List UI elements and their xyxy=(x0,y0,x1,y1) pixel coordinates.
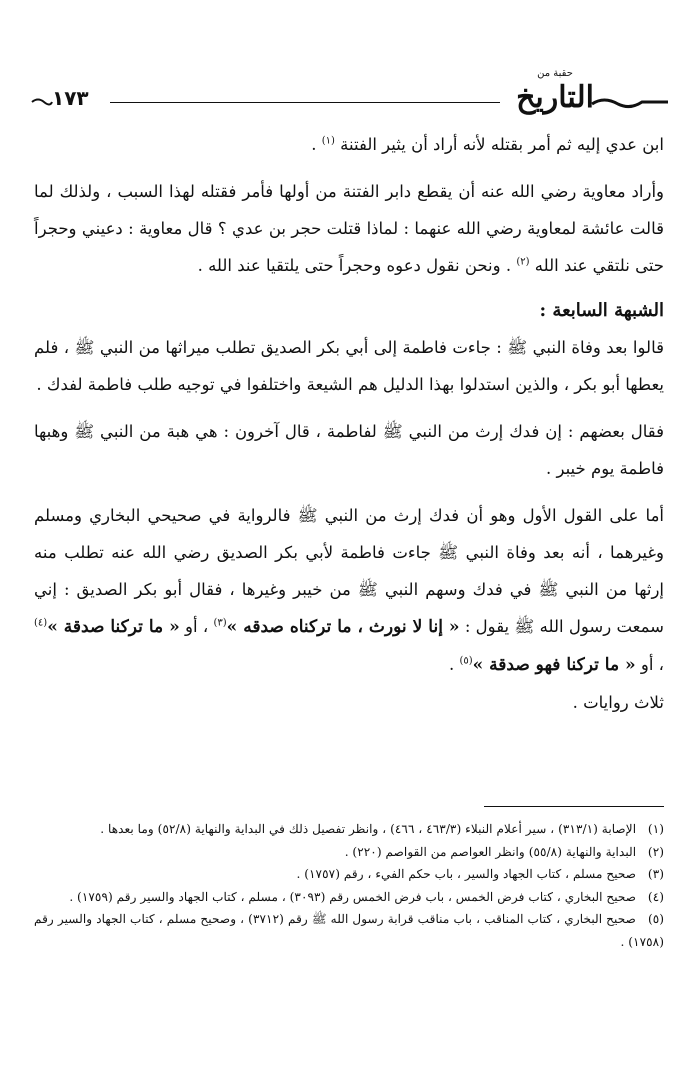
paragraph: قالوا بعد وفاة النبي ﷺ : جاءت فاطمة إلى أبي بكر الصديق تطلب ميراثها من النبي ﷺ ، فلم يعطها أبو بكر ، والذين استدلوا بهذا الدليل هم الشيعة واختلفوا في توجيه طلب فاطمة لفدك . xyxy=(34,338,664,394)
footnote-number: (١) xyxy=(647,822,664,836)
footnote-ref: (٢) xyxy=(516,256,530,268)
footnote-number: (٢) xyxy=(647,844,664,859)
footnote-number: (٥) xyxy=(647,912,665,926)
book-title: التاريخ xyxy=(516,80,594,115)
footnote xyxy=(34,886,664,909)
paragraph: فقال بعضهم : إن فدك إرث من النبي ﷺ لفاطمة ، قال آخرون : هي هبة من النبي ﷺ وهبها فاطمة يوم خيبر . xyxy=(34,422,664,478)
footnote-text: صحيح مسلم ، كتاب الجهاد والسير ، باب حكم الفيء ، رقم (١٧٥٧) . xyxy=(296,867,637,881)
footnote xyxy=(34,818,664,841)
footnote-ref: (١) xyxy=(321,135,335,147)
footnote-ref: (٤) xyxy=(34,617,48,629)
paragraph: وأراد معاوية رضي الله عنه أن يقطع دابر الفتنة من أولها فأمر فقتله لهذا السبب ، ولذلك لما قالت عائشة لمعاوية رضي الله عنهما : لماذا قتلت حجر بن عدي ؟ قال معاوية : دعيني وحجراً حتى نلتقي عند الله $^{(٢)}$ . ونحن نقول دعوه وحجراً حتى يلتقيا عند الله . xyxy=(34,182,664,275)
hadith-quote: « ما تركنا فهو صدقة » xyxy=(472,655,636,675)
paragraph: أما على القول الأول وهو أن فدك إرث من النبي ﷺ فالرواية في صحيحي البخاري ومسلم وغيرهما ، أنه بعد وفاة النبي ﷺ جاءت فاطمة لأبي بكر الصديق رضي الله عنه تطلب منه إرثها من النبي ﷺ في فدك وسهم النبي ﷺ من خيبر وغيرها ، فقال أبو بكر الصديق : إني سمعت رسول الله ﷺ يقول : « إنا لا نورث ، ما تركناه صدقه »$^{(٣)}$ ، أو « ما تركنا صدقة »$^{(٤)}$ ، أو « ما تركنا فهو صدقة »$^{(٥)}$ . xyxy=(34,506,664,675)
header-flourish-left xyxy=(30,96,54,108)
book-title-prefix: حقبة من xyxy=(537,68,573,79)
book-title-logo xyxy=(510,68,600,122)
footnote xyxy=(34,863,664,886)
footnote-text: صحيح البخاري ، كتاب المناقب ، باب مناقب قرابة رسول الله ﷺ رقم (٣٧١٢) ، وصحيح مسلم ، كتاب الجهاد والسير رقم (١٧٥٨) . xyxy=(34,912,664,949)
header-rule xyxy=(110,102,500,103)
hadith-quote: « إنا لا نورث ، ما تركناه صدقه » xyxy=(226,617,460,637)
paragraph: ثلاث روايات . xyxy=(572,693,664,712)
paragraph: ابن عدي إليه ثم أمر بقتله لأنه أراد أن يثير الفتنة $^{(١)}$ . xyxy=(311,135,664,154)
section-heading: الشبهة السابعة : xyxy=(539,300,664,321)
header-flourish-right xyxy=(590,96,670,110)
footnote xyxy=(34,908,664,953)
footnote-text: صحيح البخاري ، كتاب فرض الخمس ، باب فرض الخمس رقم (٣٠٩٣) ، مسلم ، كتاب الجهاد والسير رقم (١٧٥٩) . xyxy=(69,889,637,904)
footnote-number: (٤) xyxy=(647,889,664,904)
footnote-number: (٣) xyxy=(647,867,664,881)
footnote-separator xyxy=(484,806,664,807)
running-header xyxy=(30,62,670,122)
footnote-ref: (٣) xyxy=(213,617,227,629)
footnote-text: الإصابة (٣١٣/١) ، سير أعلام النبلاء (٤٦٣/٣ ، ٤٦٦) ، وانظر تفصيل ذلك في البداية والنهاية (٥٢/٨) وما بعدها . xyxy=(100,822,637,836)
page-number: ١٧٣ xyxy=(52,86,89,110)
hadith-quote: « ما تركنا صدقة » xyxy=(47,617,180,637)
footnote-text: البداية والنهاية (٥٥/٨) وانظر العواصم من القواصم (٢٢٠) . xyxy=(344,844,637,859)
page-body xyxy=(34,126,664,721)
footnote-ref: (٥) xyxy=(459,655,473,667)
footnote xyxy=(34,841,664,864)
footnotes xyxy=(34,818,664,953)
